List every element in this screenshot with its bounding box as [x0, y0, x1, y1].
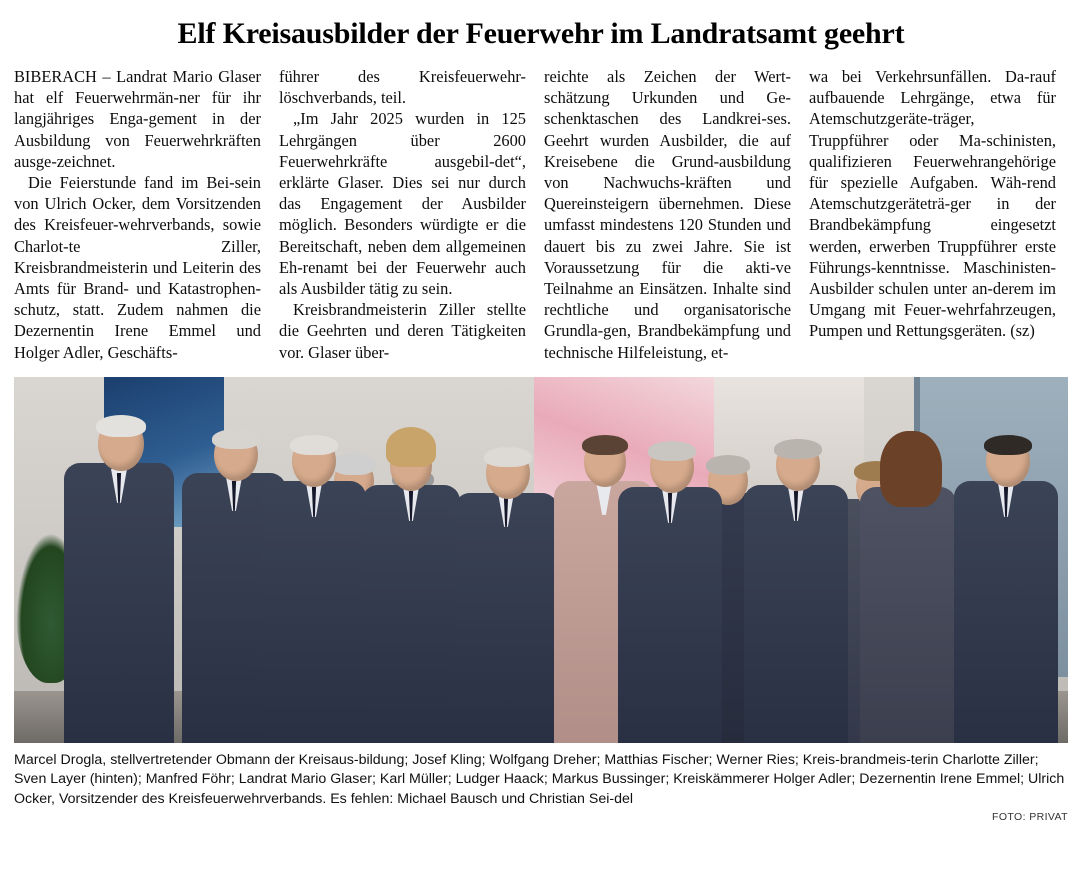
- paragraph: BIBERACH – Landrat Mario Glaser hat elf Feuerwehrmän-ner für ihr langjähriges Enga-gement in der Ausbildung von Feuerwehrkräften ausge-zeichnet.: [14, 67, 261, 171]
- paragraph: wa bei Verkehrsunfällen. Da-rauf aufbauende Lehrgänge, etwa für Atemschutzgeräte-träger, Truppführer oder Ma-schinisten, qualifizieren Feuerwehrangehörige für spezielle Aufgaben. Wäh-rend Atemschutzgeräteträ-ger in der Brandbekämpfung eingesetzt werden, erwerben Truppführer erste Führungs-kenntnisse. Maschinisten-Ausbilder schulen unter an-derem im Umgang mit Feuer-wehrfahrzeugen, Pumpen und Rettungsgeräten. (sz): [809, 67, 1056, 341]
- article-column-3: [544, 66, 791, 363]
- paragraph: „Im Jahr 2025 wurden in 125 Lehrgängen über 2600 Feuerwehrkräfte ausgebil-det“, erklärte Glaser. Dies sei nur durch das Engagement der Ausbilder möglich. Besonders würdigte er die Bereitschaft, neben dem allgemeinen Eh-renamt bei der Feuerwehr auch als Ausbilder tätig zu sein.: [279, 109, 526, 299]
- article-column-2: [279, 66, 526, 363]
- paragraph: Kreisbrandmeisterin Ziller stellte die Geehrten und deren Tätigkeiten vor. Glaser über-: [279, 300, 526, 362]
- photo-credit: FOTO: PRIVAT: [992, 811, 1068, 824]
- photo-caption: Marcel Drogla, stellvertretender Obmann der Kreisaus-bildung; Josef Kling; Wolfgang Dreher; Matthias Fischer; Werner Ries; Kreis-brandmeis-terin Charlotte Ziller; Sven Layer (hinten); Manfred Föhr; Landrat Mario Glaser; Karl Müller; Ludger Haack; Markus Bussinger; Kreiskämmerer Holger Adler; Dezernentin Irene Emmel; Ulrich Ocker, Vorsitzender des Kreisfeuerwehrverbands. Es fehlen: Michael Bausch und Christian Sei-del: [14, 751, 1065, 807]
- photo-scene: [14, 377, 1068, 743]
- paragraph: führer des Kreisfeuerwehr-löschverbands, teil.: [279, 67, 526, 108]
- paragraph: Die Feierstunde fand im Bei-sein von Ulrich Ocker, dem Vorsitzenden des Kreisfeuer-wehrverbands, sowie Charlot-te Ziller, Kreisbrandmeisterin und Leiterin des Amts für Brand- und Katastrophen-schutz, statt. Zudem nahmen die Dezernentin Irene Emmel und Holger Adler, Geschäfts-: [14, 173, 261, 362]
- paragraph: reichte als Zeichen der Wert-schätzung Urkunden und Ge-schenktaschen des Landkrei-ses. Geehrt wurden Ausbilder, die auf Kreisebene die Grund-ausbildung von Nachwuchs-kräften und Quereinsteigern übernehmen. Diese umfasst mindestens 120 Stunden und dauert bis zu zwei Jahre. Sie ist Voraussetzung für die akti-ve Teilnahme an Einsätzen. Inhalte sind rechtliche und organisatorische Grundla-gen, Brandbekämpfung und technische Hilfeleistung, et-: [544, 67, 791, 362]
- group-photo: [14, 377, 1068, 743]
- article-columns: [14, 66, 1068, 363]
- article-column-1: [14, 66, 261, 363]
- article-column-4: [809, 66, 1056, 342]
- page-title: Elf Kreisausbilder der Feuerwehr im Landratsamt geehrt: [177, 17, 905, 50]
